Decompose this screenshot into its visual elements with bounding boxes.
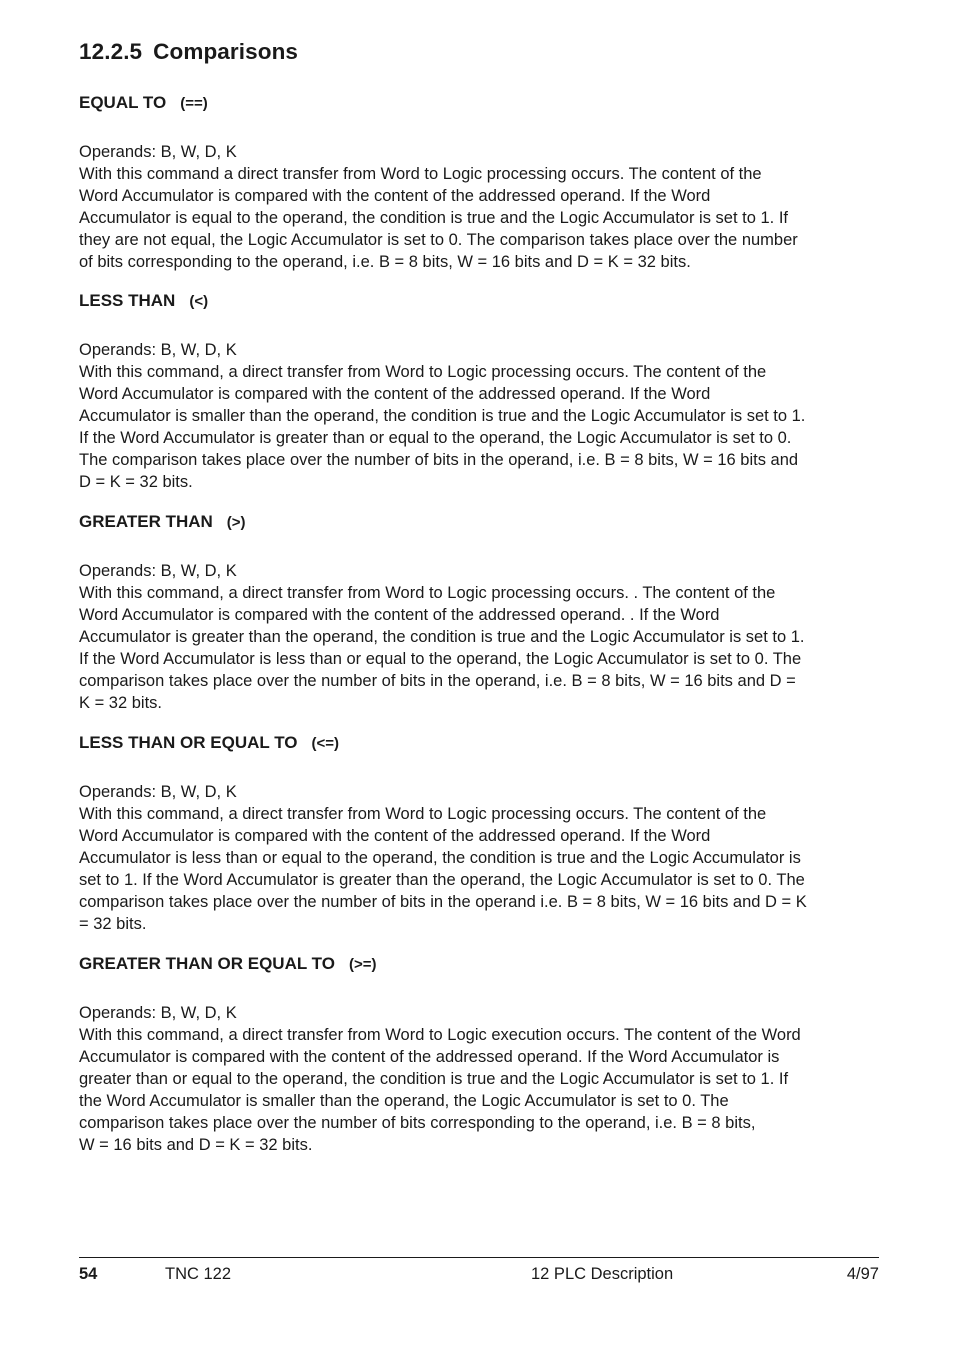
operands-line: Operands: B, W, D, K (79, 143, 237, 161)
operator-symbol: (>) (226, 514, 246, 531)
heading-text: LESS THAN OR EQUAL TO (79, 733, 298, 752)
footer-page-number: 54 (79, 1265, 98, 1283)
footer-model: TNC 122 (165, 1265, 232, 1283)
footer-chapter: 12 PLC Description (531, 1265, 674, 1283)
section-body: With this command, a direct transfer from Word to Logic processing occurs. The content of the Word Accumulator is compared with the content of the addressed operand. If the Word Accumulator is less than or equal to the operand, the condition is true and the Logic Accumulator is set to 1. If the Word Accumulator is greater than the operand, the Logic Accumulator is set to 0. The comparison takes place over the number of bits in the operand i.e. B = 8 bits, W = 16 bits and D = K = 32 bits. (79, 805, 807, 933)
section-body: With this command, a direct transfer from Word to Logic processing occurs. The content of the Word Accumulator is compared with the content of the addressed operand. If the Word Accumulator is smaller than the operand, the condition is true and the Logic Accumulator is set to 1. If the Word Accumulator is greater than or equal to the operand, the Logic Accumulator is set to 0. The comparison takes place over the number of bits in the operand, i.e. B = 8 bits, W = 16 bits and D = K = 32 bits. (79, 363, 806, 491)
section-less-than-or-equal (79, 733, 879, 935)
section-greater-than (79, 512, 879, 714)
operator-symbol: (<=) (311, 735, 340, 752)
section-body: With this command a direct transfer from Word to Logic processing occurs. The content of the Word Accumulator is compared with the content of the addressed operand. If the Word Accumulator is equal to the operand, the condition is true and the Logic Accumulator is set to 1. If they are not equal, the Logic Accumulator is set to 0. The comparison takes place over the number of bits corresponding to the operand, i.e. B = 8 bits, W = 16 bits and D = K = 32 bits. (79, 165, 798, 271)
operands-line: Operands: B, W, D, K (79, 562, 237, 580)
section-body: With this command, a direct transfer from Word to Logic processing occurs. . The content of the Word Accumulator is compared with the content of the addressed operand. . If the Word Accumulator is greater than the operand, the condition is true and the Logic Accumulator is set to 1. If the Word Accumulator is less than or equal to the operand, the Logic Accumulator is set to 0. The comparison takes place over the number of bits in the operand, i.e. B = 8 bits, W = 16 bits and D = K = 32 bits. (79, 584, 805, 712)
section-greater-than-or-equal (79, 954, 879, 1156)
section-title: Comparisons (153, 39, 299, 64)
section-heading (79, 733, 879, 753)
section-heading (79, 291, 879, 311)
section-heading (79, 954, 879, 974)
section-less-than (79, 291, 879, 493)
heading-text: EQUAL TO (79, 93, 167, 112)
section-body: With this command, a direct transfer from Word to Logic execution occurs. The content of the Word Accumulator is compared with the content of the addressed operand. If the Word Accumulator is greater than or equal to the operand, the condition is true and the Logic Accumulator is set to 1. If the Word Accumulator is smaller than the operand, the Logic Accumulator is set to 0. The comparison takes place over the number of bits corresponding to the operand, i.e. B = 8 bits, W = 16 bits and D = K = 32 bits. (79, 1026, 801, 1154)
heading-text: GREATER THAN OR EQUAL TO (79, 954, 335, 973)
page-footer (79, 1257, 879, 1283)
section-number: 12.2.5 (79, 39, 143, 64)
section-equal-to (79, 93, 879, 273)
operator-symbol: (<) (189, 293, 209, 310)
operands-line: Operands: B, W, D, K (79, 783, 237, 801)
operands-line: Operands: B, W, D, K (79, 1004, 237, 1022)
operands-line: Operands: B, W, D, K (79, 341, 237, 359)
page-title (79, 39, 298, 65)
heading-text: GREATER THAN (79, 512, 213, 531)
section-heading (79, 93, 879, 113)
footer-date: 4/97 (846, 1265, 879, 1283)
operator-symbol: (>=) (348, 956, 377, 973)
operator-symbol: (==) (180, 95, 208, 112)
section-heading (79, 512, 879, 532)
heading-text: LESS THAN (79, 291, 176, 310)
